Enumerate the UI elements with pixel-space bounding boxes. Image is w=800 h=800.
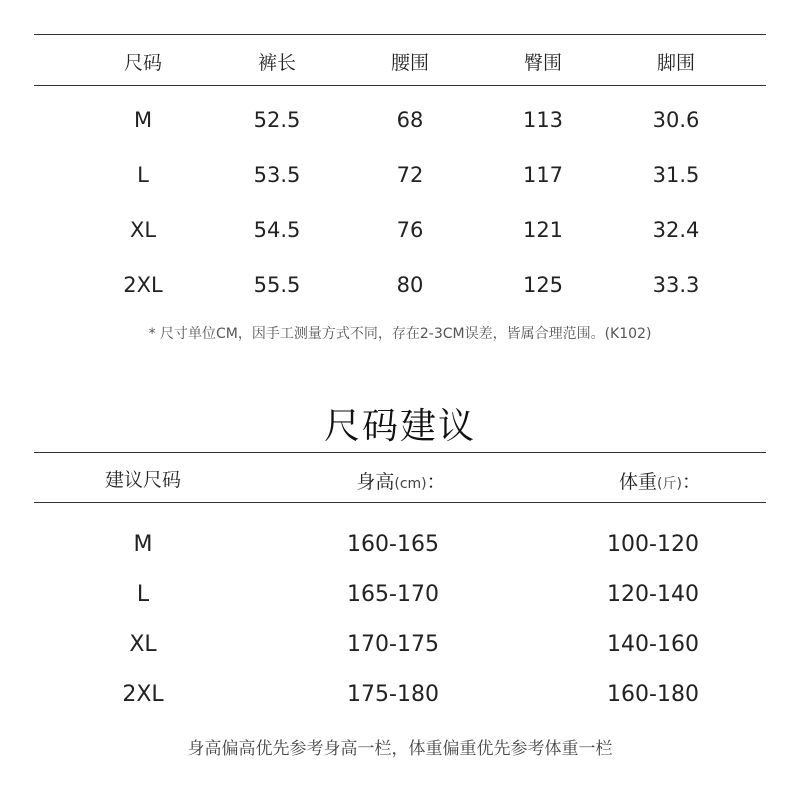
header-recommended-size [73, 465, 213, 492]
cell-length: 55.5 [253, 273, 301, 297]
cell-size: XL [129, 632, 157, 657]
table-top-rule [34, 34, 766, 35]
header-length: 裤长 [257, 52, 296, 74]
cell-waist: 76 [396, 218, 424, 242]
header-recommended-size-label: 建议尺码 [104, 469, 181, 491]
cell-weight: 140-160 [607, 632, 699, 657]
cell-size: L [136, 582, 150, 607]
cell-length: 53.5 [253, 163, 301, 187]
cell-waist: 72 [396, 163, 424, 187]
cell-size: M [133, 108, 153, 132]
header-waist: 腰围 [390, 52, 429, 74]
cell-size: L [137, 163, 149, 187]
recommendation-title: 尺码建议 [323, 406, 476, 447]
recommendation-header-rule [34, 502, 766, 503]
cell-height: 160-165 [347, 532, 439, 557]
recommendation-top-rule [34, 452, 766, 453]
header-weight-unit: (斤) [657, 476, 682, 492]
measurement-note: * 尺寸单位CM，因手工测量方式不同，存在2-3CM误差，皆属合理范围。(K102) [148, 326, 652, 342]
header-height-label: 身高 [356, 471, 395, 493]
cell-hem: 33.3 [652, 273, 700, 297]
header-rule [34, 85, 766, 86]
cell-size: 2XL [122, 682, 164, 707]
cell-height: 170-175 [347, 632, 439, 657]
cell-height: 175-180 [347, 682, 439, 707]
header-hip: 臀围 [523, 52, 562, 74]
header-height-unit: (cm) [394, 476, 427, 492]
header-weight-label: 体重 [619, 471, 658, 493]
cell-length: 52.5 [253, 108, 301, 132]
cell-hip: 117 [522, 163, 564, 187]
cell-hem: 30.6 [652, 108, 700, 132]
cell-size: M [133, 532, 153, 557]
cell-waist: 80 [396, 273, 424, 297]
cell-length: 54.5 [253, 218, 301, 242]
cell-hip: 113 [522, 108, 564, 132]
header-size: 尺码 [123, 52, 162, 74]
cell-weight: 160-180 [607, 682, 699, 707]
cell-size: XL [129, 218, 157, 242]
header-weight [590, 467, 730, 494]
cell-size: 2XL [123, 273, 163, 297]
header-weight-suffix: ： [681, 471, 701, 493]
cell-height: 165-170 [347, 582, 439, 607]
header-height [331, 467, 471, 494]
cell-weight: 120-140 [607, 582, 699, 607]
cell-waist: 68 [396, 108, 424, 132]
recommendation-note: 身高偏高优先参考身高一栏，体重偏重优先参考体重一栏 [187, 739, 613, 759]
cell-hem: 31.5 [652, 163, 700, 187]
header-height-suffix: ： [426, 471, 446, 493]
cell-hip: 125 [522, 273, 564, 297]
cell-hip: 121 [522, 218, 564, 242]
header-hem: 脚围 [656, 52, 695, 74]
cell-hem: 32.4 [652, 218, 700, 242]
cell-weight: 100-120 [607, 532, 699, 557]
